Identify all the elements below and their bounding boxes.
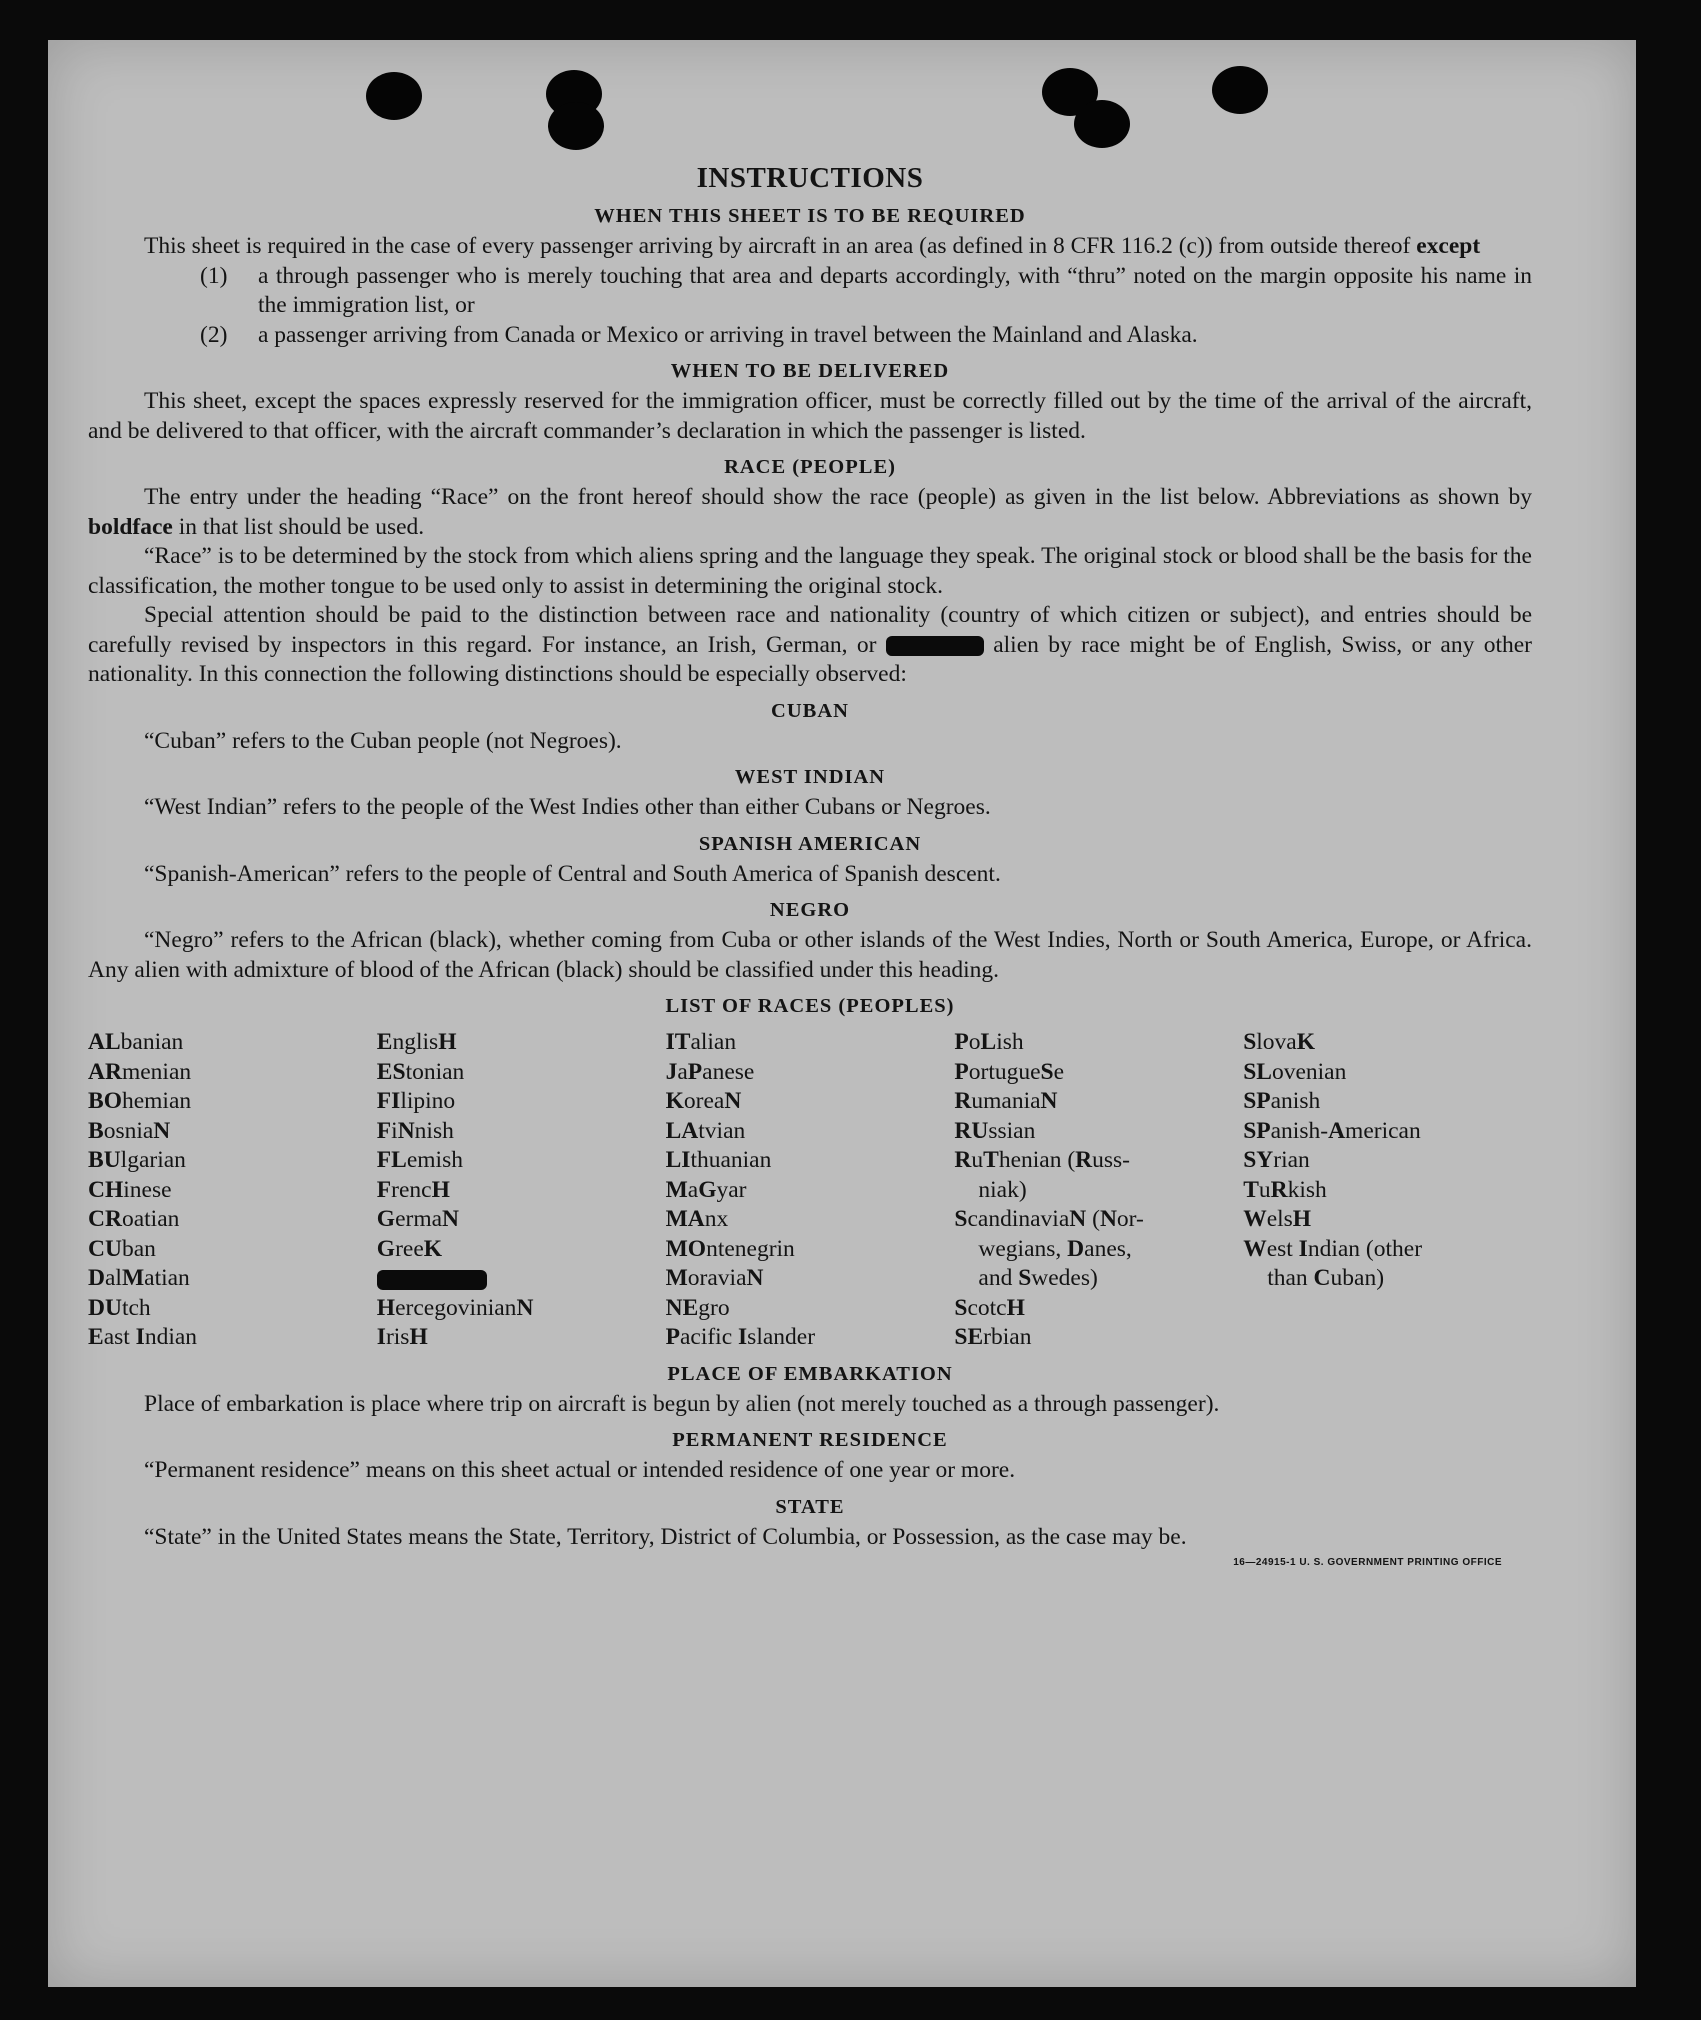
state-text: “State” in the United States means the State, Territory, District of Columbia, or Possession, as the case may be.: [144, 1523, 1187, 1550]
race-entry: SLovenian: [1243, 1058, 1347, 1085]
race-entry: MaGyar: [665, 1176, 747, 1203]
punch-hole: [1212, 66, 1268, 114]
west-indian-text: “West Indian” refers to the people of the West Indies other than either Cubans or Negroes.: [144, 794, 991, 820]
heading-cuban: CUBAN: [771, 699, 849, 722]
race-entry: RUssian: [954, 1117, 1036, 1144]
race-entry: EnglisH: [376, 1029, 457, 1055]
race-entry: ScotcH: [954, 1294, 1025, 1321]
list-item: (2) a passenger arriving from Canada or Mexico or arriving in travel between the Mainland and Alaska.: [200, 321, 1198, 348]
heading-spanish-american: SPANISH AMERICAN: [698, 832, 922, 855]
race-entry: East Indian: [88, 1324, 198, 1350]
heading-when-required: WHEN THIS SHEET IS TO BE REQUIRED: [594, 205, 1026, 227]
race-entry: BOhemian: [88, 1088, 192, 1114]
race-entry: SPanish-American: [1243, 1117, 1421, 1144]
race-entry: ARmenian: [88, 1058, 192, 1085]
race-entry: JaPanese: [665, 1058, 755, 1085]
when-required-intro: This sheet is required in the case of every passenger arriving by aircraft in an area (as defined in 8 CFR 116.2 (c)) from outside thereof except: [144, 233, 1481, 259]
race-entry: EStonian: [376, 1058, 465, 1085]
punch-hole: [548, 102, 604, 150]
race-entry: PortugueSe: [954, 1058, 1065, 1085]
race-entry: RumaniaN: [954, 1088, 1058, 1114]
race-entry: wegians, Danes,: [978, 1235, 1132, 1262]
race-entry: FiNnish: [376, 1117, 454, 1144]
race-entry: RuThenian (Russ-: [954, 1147, 1131, 1173]
heading-when-delivered: WHEN TO BE DELIVERED: [670, 360, 950, 382]
race-column: [666, 1028, 955, 1353]
race-entry: than Cuban): [1267, 1265, 1385, 1291]
race-paragraph: Special attention should be paid to the distinction between race and nationality (country of which citizen or subject), and entries should be carefully revised by inspectors in this regard. For instance, an Irish, German, or alien by race might be of English, Swiss, or any other nationality. In this connection the following distinctions should be especially observed:: [88, 602, 1532, 687]
cuban-text: “Cuban” refers to the Cuban people (not Negroes).: [144, 727, 622, 754]
race-entry: ALbanian: [88, 1029, 184, 1055]
race-entry: FLemish: [376, 1147, 463, 1173]
race-entry: HercegovinianN: [376, 1294, 534, 1321]
list-item: (1) a through passenger who is merely touching that area and departs accordingly, with “thru” noted on the margin opposite his name in the immigration list, or: [200, 262, 1532, 318]
race-entry: [377, 1264, 666, 1294]
residence-text: “Permanent residence” means on this sheet actual or intended residence of one year or more.: [144, 1457, 1016, 1483]
redaction-mark: [886, 636, 984, 656]
race-entry: CRoatian: [88, 1206, 180, 1232]
race-entry: SlovaK: [1243, 1029, 1316, 1055]
race-entry: niak): [978, 1176, 1027, 1203]
heading-west-indian: WEST INDIAN: [734, 766, 886, 788]
race-entry: LIthuanian: [665, 1147, 772, 1173]
heading-negro: NEGRO: [769, 899, 851, 921]
heading-embarkation: PLACE OF EMBARKATION: [667, 1362, 953, 1385]
race-entry: IrisH: [376, 1324, 428, 1350]
race-entry: MOntenegrin: [665, 1235, 795, 1262]
when-delivered-text: This sheet, except the spaces expressly reserved for the immigration officer, must be correctly filled out by the time of the arrival of the aircraft, and be delivered to that officer, with the aircraft commander’s declaration in which the passenger is listed.: [88, 388, 1532, 444]
race-entry: DUtch: [88, 1294, 151, 1321]
race-column: [954, 1028, 1243, 1353]
race-entry: ScandinaviaN (Nor-: [954, 1206, 1144, 1232]
page-title: INSTRUCTIONS: [696, 162, 924, 194]
race-entry: NEgro: [665, 1294, 730, 1321]
race-entry: SPanish: [1243, 1088, 1321, 1114]
race-entry: DalMatian: [88, 1265, 190, 1291]
negro-text: “Negro” refers to the African (black), whether coming from Cuba or other islands of the West Indies, North or South America, Europe, or Africa. Any alien with admixture of blood of the African (black) should be classified under this heading.: [88, 927, 1532, 983]
race-entry: KoreaN: [665, 1088, 742, 1114]
punch-hole: [366, 72, 422, 120]
race-entry: FrencH: [376, 1176, 450, 1203]
embarkation-text: Place of embarkation is place where trip on aircraft is begun by alien (not merely touched as a through passenger).: [144, 1390, 1220, 1417]
race-paragraph: “Race” is to be determined by the stock from which aliens spring and the language they speak. The original stock or blood shall be the basis for the classification, the mother tongue to be used only to assist in determining the original stock.: [88, 543, 1532, 599]
race-column: [88, 1028, 377, 1353]
race-column: [1243, 1028, 1532, 1353]
race-column: [377, 1028, 666, 1353]
document-sheet: [48, 40, 1636, 1987]
race-paragraph: The entry under the heading “Race” on the front hereof should show the race (people) as given in the list below. Abbreviations as shown by boldface in that list should be used.: [88, 484, 1532, 540]
race-entry: West Indian (other: [1243, 1235, 1423, 1262]
redaction-mark: [377, 1270, 487, 1290]
race-entry: GermaN: [376, 1206, 460, 1232]
race-entry: MoraviaN: [665, 1265, 764, 1291]
heading-residence: PERMANENT RESIDENCE: [672, 1429, 948, 1451]
race-entry: Pacific Islander: [665, 1324, 816, 1350]
race-entry: BosniaN: [88, 1117, 171, 1144]
punch-hole: [1074, 100, 1130, 148]
spanish-american-text: “Spanish-American” refers to the people of Central and South America of Spanish descent.: [144, 860, 1001, 887]
printing-office-footer: 16—24915-1 U. S. GOVERNMENT PRINTING OFFICE: [1233, 1557, 1502, 1568]
heading-list-of-races: LIST OF RACES (PEOPLES): [665, 995, 955, 1017]
race-entry: PoLish: [954, 1029, 1024, 1055]
race-entry: and Swedes): [978, 1265, 1098, 1291]
race-entry: BUlgarian: [88, 1147, 186, 1173]
race-entry: SYrian: [1243, 1147, 1310, 1173]
race-entry: MAnx: [665, 1206, 729, 1232]
races-list: [88, 1028, 1532, 1353]
race-entry: LAtvian: [665, 1117, 746, 1144]
heading-race: RACE (PEOPLE): [724, 456, 896, 478]
race-entry: WelsH: [1243, 1206, 1312, 1232]
race-entry: SErbian: [954, 1324, 1032, 1350]
race-entry: CUban: [88, 1235, 156, 1262]
race-entry: CHinese: [88, 1176, 172, 1203]
heading-state: STATE: [775, 1495, 845, 1518]
race-entry: FIlipino: [376, 1088, 456, 1114]
race-entry: GreeK: [376, 1235, 443, 1262]
race-entry: TuRkish: [1243, 1176, 1327, 1203]
race-entry: ITalian: [665, 1029, 737, 1055]
